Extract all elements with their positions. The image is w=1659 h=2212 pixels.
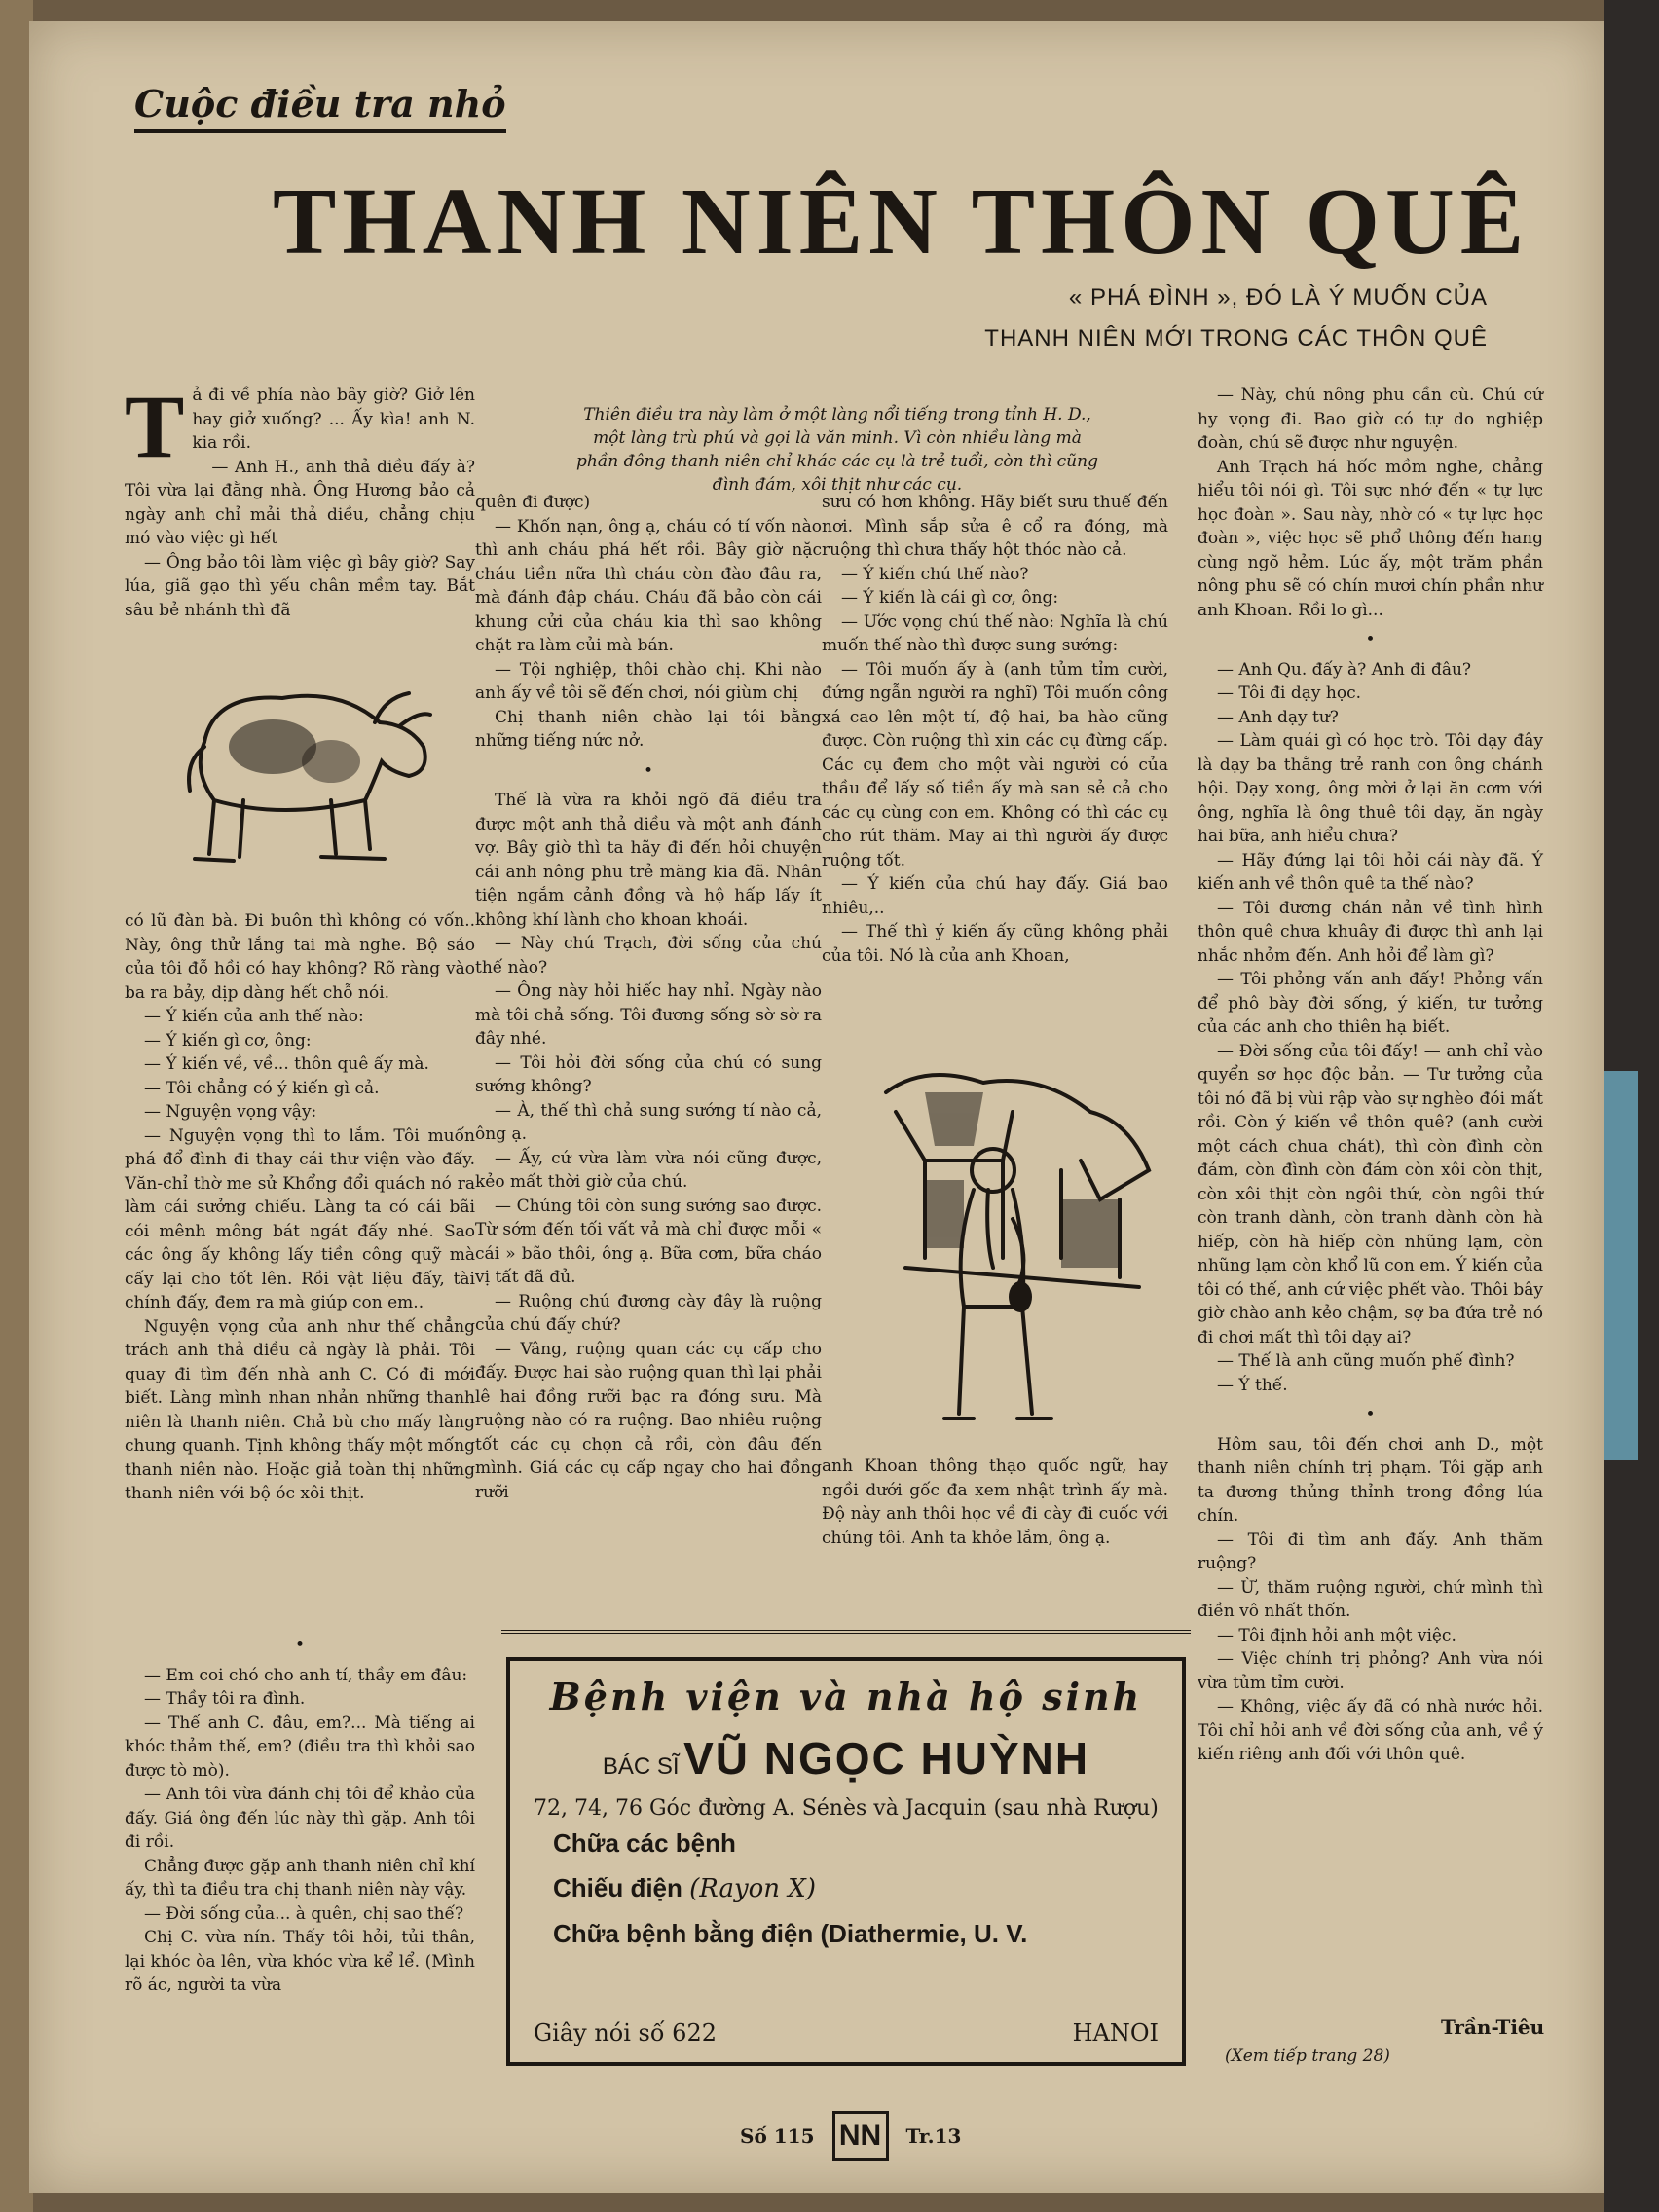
paragraph: — Không, việc ấy đã có nhà nước hỏi. Tôi chỉ hỏi anh về đời sống của anh, về ý kiến riêng anh đối với thôn quê. (1198, 1697, 1543, 1764)
ad-service-2 (553, 1865, 1159, 1911)
paragraph: Anh Trạch há hốc mồm nghe, chẳng hiểu tôi nói gì. Tôi sực nhớ đến « tự lực học đoàn ». Sau này, nhờ có « tự lực học đoàn », việc học sẽ phổ thông đến hang cùng ngõ hẻm. Lúc ấy, một trăm phần nông phu sẽ có chín mươi chín phần như anh Khoan. Rồi lo gì... (1198, 457, 1543, 620)
ad-address: 72, 74, 76 Góc đường A. Sénès và Jacquin (sau nhà Rượu) (534, 1796, 1159, 1821)
paragraph: — Tôi hỏi đời sống của chú có sung sướng không? (475, 1052, 822, 1096)
paragraph: — Ước vọng chú thế nào: Nghĩa là chú muốn thế nào thì được sung sướng: (822, 611, 1168, 655)
paragraph: Chẳng được gặp anh thanh niên chỉ khí ấy, thì ta điều tra chị thanh niên này vậy. (125, 1856, 475, 1899)
section-dot: • (643, 760, 654, 781)
column-1-middle (125, 909, 475, 1506)
paragraph: — Vâng, ruộng quan các cụ cấp cho đấy. Được hai sào ruộng quan thì lại phải lê hai đồng rưỡi bạc ra đóng sưu. Mà ruộng nào có ra ruộng. Bao nhiêu ruộng tốt các cụ chọn cả rồi, còn đâu đến mình. Giá các cụ cấp ngay cho hai đồng rưỡi (475, 1339, 822, 1502)
column-1-bottom (125, 1628, 475, 1998)
page-number: Tr.13 (905, 2124, 962, 2148)
book-spine (0, 0, 33, 2212)
paragraph: Hôm sau, tôi đến chơi anh D., một thanh niên chính trị phạm. Tôi gặp anh ta đương thủng thỉnh trong đồng lúa chín. (1198, 1434, 1543, 1526)
article-headline: THANH NIÊN THÔN QUÊ (273, 169, 1530, 275)
paragraph: — Anh Qu. đấy à? Anh đi đâu? (1217, 659, 1472, 680)
paragraph: sưu có hơn không. Hãy biết sưu thuế đến nơi. Mình sắp sửa ê cổ ra đóng, mà ruộng thì chưa thấy hột thóc nào cả. (822, 493, 1168, 560)
paragraph: — Tội nghiệp, thôi chào chị. Khi nào anh ấy về tôi sẽ đến chơi, nói giùm chị (475, 659, 822, 703)
publication-logo: NN (832, 2111, 889, 2161)
paragraph: — Ý kiến về, về... thôn quê ấy mà. (144, 1054, 429, 1074)
paragraph: — Thế thì ý kiến ấy cũng không phải của tôi. Nó là của anh Khoan, (822, 922, 1168, 966)
paragraph: Nguyện vọng của anh như thế chẳng trách anh thả diều cả ngày là phải. Tôi quay đi tìm đến nhà anh C. Có đi mới biết. Làng mình nhan nhản những thanh niên là thanh niên. Chả bù cho mấy làng chung quanh. Tịnh không thấy một mống thanh niên nào. Hoặc giả toàn thị những thanh niên với bộ óc xôi thịt. (125, 1316, 475, 1503)
ad-footer (534, 2019, 1159, 2046)
column-4 (1198, 384, 1543, 1767)
paragraph: — Đời sống của... à quên, chị sao thế? (144, 1903, 464, 1924)
ad-city: HANOI (1072, 2019, 1159, 2046)
paragraph: — Làm quái gì có học trò. Tôi dạy đây là dạy ba thằng trẻ ranh con ông chánh hội. Dạy xong, ông mời ở lại ăn cơm với ông, nghĩa là ông thuê tôi dạy, ăn ngày hai bữa, anh hiểu chưa? (1198, 731, 1543, 846)
paragraph: quên đi được) (475, 493, 591, 512)
column-3-top (822, 491, 1168, 968)
old-man-illustration (866, 1053, 1159, 1443)
paragraph: — Này, chú nông phu cần cù. Chú cứ hy vọng đi. Bao giờ có tự do nghiệp đoàn, chú sẽ được như nguyện. (1198, 386, 1543, 453)
paragraph: — Ý kiến của chú hay đấy. Giá bao nhiêu,.. (822, 874, 1168, 918)
ad-service-1: Chữa các bệnh (553, 1828, 736, 1858)
column-3-bottom (822, 1455, 1168, 1550)
hospital-advertisement (506, 1657, 1186, 2066)
paragraph: — Nguyện vọng thì to lắm. Tôi muốn phá đổ đình đi thay cái thư viện vào đấy. Văn-chỉ thờ me sử Khổng đổi quách nó ra làm cái sưởng chiếu. Làng ta có cái bãi cói mênh mông bát ngát đấy nhé. Sao các ông ấy không lấy tiền công quỹ mà cấy lại cho tốt lên. Rồi vật liệu đấy, tài chính đấy, đem ra mà giúp con em.. (125, 1125, 475, 1312)
paragraph: — À, thế thì chả sung sướng tí nào cả, ông ạ. (475, 1100, 822, 1144)
cover-edge-strip (1604, 1071, 1638, 1460)
section-kicker: Cuộc điều tra nhỏ (134, 82, 506, 133)
paragraph: Chị thanh niên chào lại tôi bằng những tiếng nức nở. (475, 707, 822, 751)
paragraph: — Tôi chẳng có ý kiến gì cả. (144, 1078, 380, 1098)
ad-phone: Giây nói số 622 (534, 2019, 717, 2046)
paragraph: — Anh tôi vừa đánh chị tôi để khảo của đấy. Giá ông đến lúc này thì gặp. Anh tôi đi rồi. (125, 1785, 475, 1852)
article-intro: Thiên điều tra này làm ở một làng nổi tiếng trong tỉnh H. D., một làng trù phú và gọi là văn minh. Vì còn nhiều làng mà phần đông thanh niên chỉ khác các cụ là trẻ tuổi, còn thì cũng đình đám, xôi thịt như các cụ. (576, 405, 1098, 495)
ad-service-2-note: (Rayon X) (689, 1874, 816, 1903)
section-dot: • (294, 1636, 306, 1655)
paragraph: — Tôi muốn ấy à (anh tủm tỉm cười, đứng ngẫn người ra nghĩ) Tôi muốn công xá cao lên một tí, độ hai, ba hào cũng được. Còn ruộng thì xin các cụ đừng cấp. Các cụ đem cho một vài người có của thầu để lấy số tiền ấy mà san sẻ cả cho các cụ cùng con em. Không có thì các cụ cho rút thăm. May ai thì người ấy được ruộng tốt. (822, 659, 1168, 870)
ad-service-2-main: Chiếu điện (553, 1873, 682, 1902)
paragraph: — Ý kiến của anh thế nào: (144, 1007, 364, 1026)
paragraph: ả đi về phía nào bây giờ? Giở lên hay giở xuống? ... Ấy kìa! anh N. kia rồi. (192, 386, 475, 453)
paragraph: — Thế là anh cũng muốn phế đình? (1217, 1351, 1515, 1371)
paragraph: — Đời sống của tôi đấy! — anh chỉ vào quyển sơ học độc bản. — Tư tưởng của tôi nó đã bị vùi rập vào sự nghèo đói mất rồi. Còn ý kiến về thôn quê? (anh cười một cách chua chát), thì còn đình còn đám, còn đình còn đám còn xôi còn thịt, còn xôi thịt còn ngôi thứ, còn ngôi thứ còn tranh dành, còn tranh dành còn hà hiếp, còn hà hiếp còn nhũng lạm, còn nhũng lạm còn khổ lũ con em. Ý kiến của tôi có thế, anh cứ việc phết vào. Thôi bây giờ chào anh kẻo chậm, sợ ba đứa trẻ nó đi chơi mất thì tôi dạy ai? (1198, 1041, 1544, 1347)
paragraph: — Hãy đứng lại tôi hỏi cái này đã. Ý kiến anh về thôn quê ta thế nào? (1198, 850, 1543, 894)
paragraph: Chị C. vừa nín. Thấy tôi hỏi, tủi thân, lại khóc òa lên, vừa khóc vừa kể lể. (Mình rõ ác, người ta vừa (125, 1928, 475, 1995)
buffalo-illustration (175, 654, 438, 878)
paragraph: — Anh dạy tư? (1217, 707, 1339, 727)
paragraph: — Ý thế. (1217, 1375, 1288, 1395)
paragraph: — Việc chính trị phỏng? Anh vừa nói vừa tủm tỉm cười. (1198, 1649, 1543, 1693)
continued-note: (Xem tiếp trang 28) (1225, 2046, 1390, 2066)
paragraph: — Em coi chó cho anh tí, thầy em đâu: (144, 1665, 468, 1685)
ad-title: Bệnh viện và nhà hộ sinh (549, 1675, 1143, 1718)
tagline-line-2: THANH NIÊN MỚI TRONG CÁC THÔN QUÊ (984, 325, 1488, 351)
paragraph: — Ý kiến chú thế nào? (841, 564, 1029, 584)
section-dot: • (1365, 630, 1376, 649)
paragraph: — Tôi định hỏi anh một việc. (1217, 1625, 1456, 1645)
ad-doctor-prefix: BÁC SĨ (602, 1753, 680, 1780)
ad-doctor-name: VŨ NGỌC HUỲNH (683, 1733, 1090, 1784)
paragraph: — Khốn nạn, ông ạ, cháu có tí vốn nào thì anh cháu phá hết rồi. Bây giờ nặc cháu tiền nữa thì cháu còn đào đâu ra, mà đánh đập cháu. Cháu đã bảo còn cái khung cửi của cháu kia thì sao không chặt ra làm củi mà bán. (475, 516, 822, 655)
paragraph: — Tôi phỏng vấn anh đấy! Phỏng vấn để phô bày đời sống, ý kiến, tư tưởng của các anh cho thiên hạ biết. (1198, 970, 1543, 1037)
paragraph: — Tôi đi tìm anh đấy. Anh thăm ruộng? (1198, 1530, 1543, 1573)
ad-top-rule (501, 1630, 1191, 1634)
author-signature: Trần-Tiêu (1441, 2015, 1545, 2039)
paragraph: — Anh H., anh thả diều đấy à? Tôi vừa lại đằng nhà. Ông Hương bảo cả ngày anh chỉ mải thả diều, chẳng chịu mó vào việc gì hết (125, 457, 475, 548)
paragraph: — Nguyện vọng vậy: (144, 1102, 317, 1122)
paragraph: — Ý kiến gì cơ, ông: (144, 1030, 312, 1051)
paragraph: — Tôi đi dạy học. (1217, 683, 1362, 703)
paragraph: Thế là vừa ra khỏi ngõ đã điều tra được một anh thả diều và một anh đánh vợ. Bây giờ thì ta hãy đi đến hỏi chuyện cái anh nông phu trẻ măng kia đã. Nhân tiện ngắm cảnh đồng và hộ hấp lấy ít không khí lành cho khoan khoái. (475, 791, 822, 930)
tagline-line-1: « PHÁ ĐÌNH », ĐÓ LÀ Ý MUỐN CỦA (1068, 284, 1488, 311)
paragraph: — Ruộng chú đương cày đây là ruộng của chú đấy chứ? (475, 1291, 822, 1335)
paragraph: — Chúng tôi còn sung sướng sao được. Từ sớm đến tối vất vả mà chỉ được mỗi « cái » bão thôi, ông ạ. Bữa cơm, bữa cháo vị tất đã đủ. (475, 1196, 822, 1287)
paragraph: — Thầy tôi ra đình. (144, 1689, 306, 1709)
paragraph: anh Khoan thông thạo quốc ngữ, hay ngồi dưới gốc đa xem nhật trình ấy mà. Độ này anh thôi học về đi cày đi cuốc với chúng tôi. Anh ta khỏe lắm, ông ạ. (822, 1456, 1168, 1548)
column-1-top (125, 377, 475, 622)
paragraph: — Ông này hỏi hiếc hay nhỉ. Ngày nào mà tôi chả sống. Tôi đương sống sờ sờ ra đây nhé. (475, 981, 822, 1049)
issue-number: Số 115 (740, 2124, 815, 2148)
page-folio (740, 2111, 1032, 2161)
paragraph: — Này chú Trạch, đời sống của chú thế nào? (475, 934, 822, 977)
newspaper-page (29, 21, 1604, 2193)
paragraph: — Ý kiến là cái gì cơ, ông: (841, 588, 1059, 608)
ad-service-3: Chữa bệnh bằng điện (Diathermie, U. V. (553, 1919, 1028, 1948)
paragraph: — Tôi đương chán nản về tình hình thôn quê chưa khuây đi được thì anh lại nhắc nhỏm đến. Anh hỏi để làm gì? (1198, 898, 1543, 966)
paragraph: — Thế anh C. đâu, em?... Mà tiếng ai khóc thảm thế, em? (điều tra thì khỏi sao được tò mò). (125, 1713, 475, 1781)
ad-doctor (534, 1732, 1159, 1785)
paragraph: có lũ đàn bà. Đi buôn thì không có vốn.. Này, ông thử lắng tai mà nghe. Bộ sáo của tôi đỗ hồi có hay không? Rõ ràng vào ba ra bảy, dịp dàng hết chỗ nói. (125, 911, 475, 1003)
paragraph: — Ừ, thăm ruộng người, chứ mình thì điền vô nhất thốn. (1198, 1577, 1543, 1621)
paragraph: — Ông bảo tôi làm việc gì bây giờ? Say lúa, giã gạo thì yếu chân mềm tay. Bắt sâu bẻ nhánh thì đã (125, 552, 475, 620)
paragraph: — Ấy, cứ vừa làm vừa nói cũng được, kẻo mất thời giờ của chú. (475, 1148, 822, 1192)
drop-cap: T (125, 377, 185, 476)
section-dot: • (1365, 1405, 1376, 1424)
column-2 (475, 491, 822, 1504)
